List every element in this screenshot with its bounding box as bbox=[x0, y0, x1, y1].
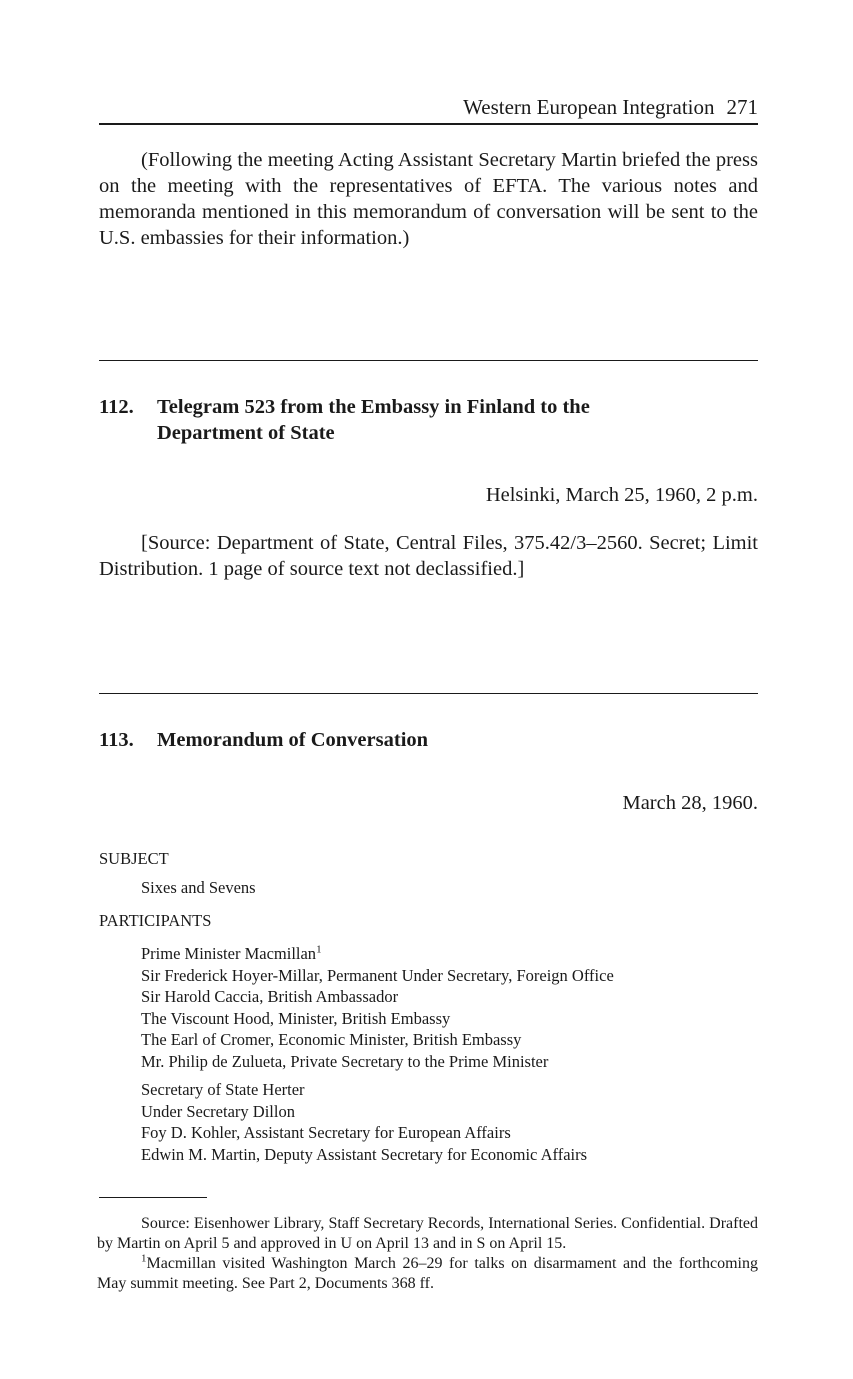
section-divider-113 bbox=[99, 693, 758, 694]
participant-item: The Earl of Cromer, Economic Minister, British Embassy bbox=[141, 1030, 522, 1050]
doc-112-source: [Source: Department of State, Central Files, 375.42/3–2560. Secret; Limit Distribution. 1 page of source text not declassified.] bbox=[99, 532, 758, 580]
footnote-marker: 1 bbox=[316, 943, 322, 956]
section-divider-112 bbox=[99, 360, 758, 361]
doc-112-number: 112. bbox=[99, 396, 134, 418]
doc-113-heading bbox=[99, 727, 758, 753]
doc-113-dateline: March 28, 1960. bbox=[622, 792, 758, 814]
header-rule bbox=[99, 123, 758, 125]
participant-item: Under Secretary Dillon bbox=[141, 1101, 295, 1121]
doc-113-title: Memorandum of Conversation bbox=[157, 729, 429, 751]
intro-paragraph: (Following the meeting Acting Assistant Secretary Martin briefed the press on the meeting with the representatives of EFTA. The various notes and memoranda mentioned in this memorandum of conversation will be sent to the U.S. embassies for their information.) bbox=[99, 149, 758, 249]
footnote-rule bbox=[99, 1197, 207, 1198]
participant-item: Prime Minister Macmillan$^1$ bbox=[141, 943, 322, 963]
subject-text bbox=[141, 877, 256, 899]
participants-us-list bbox=[141, 1079, 587, 1165]
footnote-1-text: Macmillan visited Washington March 26–29 for talks on disarmament and the forthcoming May summit meeting. See Part 2, Documents 368 ff. bbox=[97, 1255, 758, 1292]
participant-item: Edwin M. Martin, Deputy Assistant Secretary for Economic Affairs bbox=[141, 1144, 588, 1164]
footnote-source: Source: Eisenhower Library, Staff Secretary Records, International Series. Confidential. Drafted by Martin on April 5 and approved in U on April 13 and in S on April 15. bbox=[97, 1215, 758, 1252]
participant-item: Mr. Philip de Zulueta, Private Secretary to the Prime Minister bbox=[141, 1051, 549, 1071]
doc-112-heading bbox=[99, 394, 758, 446]
doc-112-dateline: Helsinki, March 25, 1960, 2 p.m. bbox=[485, 484, 758, 506]
page-number: 271 bbox=[726, 95, 758, 119]
footnotes bbox=[97, 1214, 758, 1294]
participants-uk-list bbox=[141, 943, 614, 1073]
doc-113-number: 113. bbox=[99, 729, 134, 751]
doc-112-title-line2: Department of State bbox=[157, 422, 335, 444]
participant-item: Foy D. Kohler, Assistant Secretary for European Affairs bbox=[141, 1123, 511, 1143]
running-head bbox=[99, 94, 758, 120]
doc-112-title-line1: Telegram 523 from the Embassy in Finland to the bbox=[157, 396, 590, 418]
running-head-title: Western European Integration bbox=[463, 95, 715, 119]
subject-label: SUBJECT bbox=[99, 849, 169, 868]
participant-item: The Viscount Hood, Minister, British Embassy bbox=[141, 1008, 451, 1028]
participant-item: Sir Frederick Hoyer-Millar, Permanent Under Secretary, Foreign Office bbox=[141, 965, 614, 985]
footnote-1-marker: 1 bbox=[141, 1252, 147, 1265]
subject-value: Sixes and Sevens bbox=[141, 878, 256, 897]
footnote-1 bbox=[97, 1254, 758, 1294]
participant-item: Sir Harold Caccia, British Ambassador bbox=[141, 987, 399, 1007]
participants-label: PARTICIPANTS bbox=[99, 911, 212, 930]
participant-item: Secretary of State Herter bbox=[141, 1080, 305, 1099]
